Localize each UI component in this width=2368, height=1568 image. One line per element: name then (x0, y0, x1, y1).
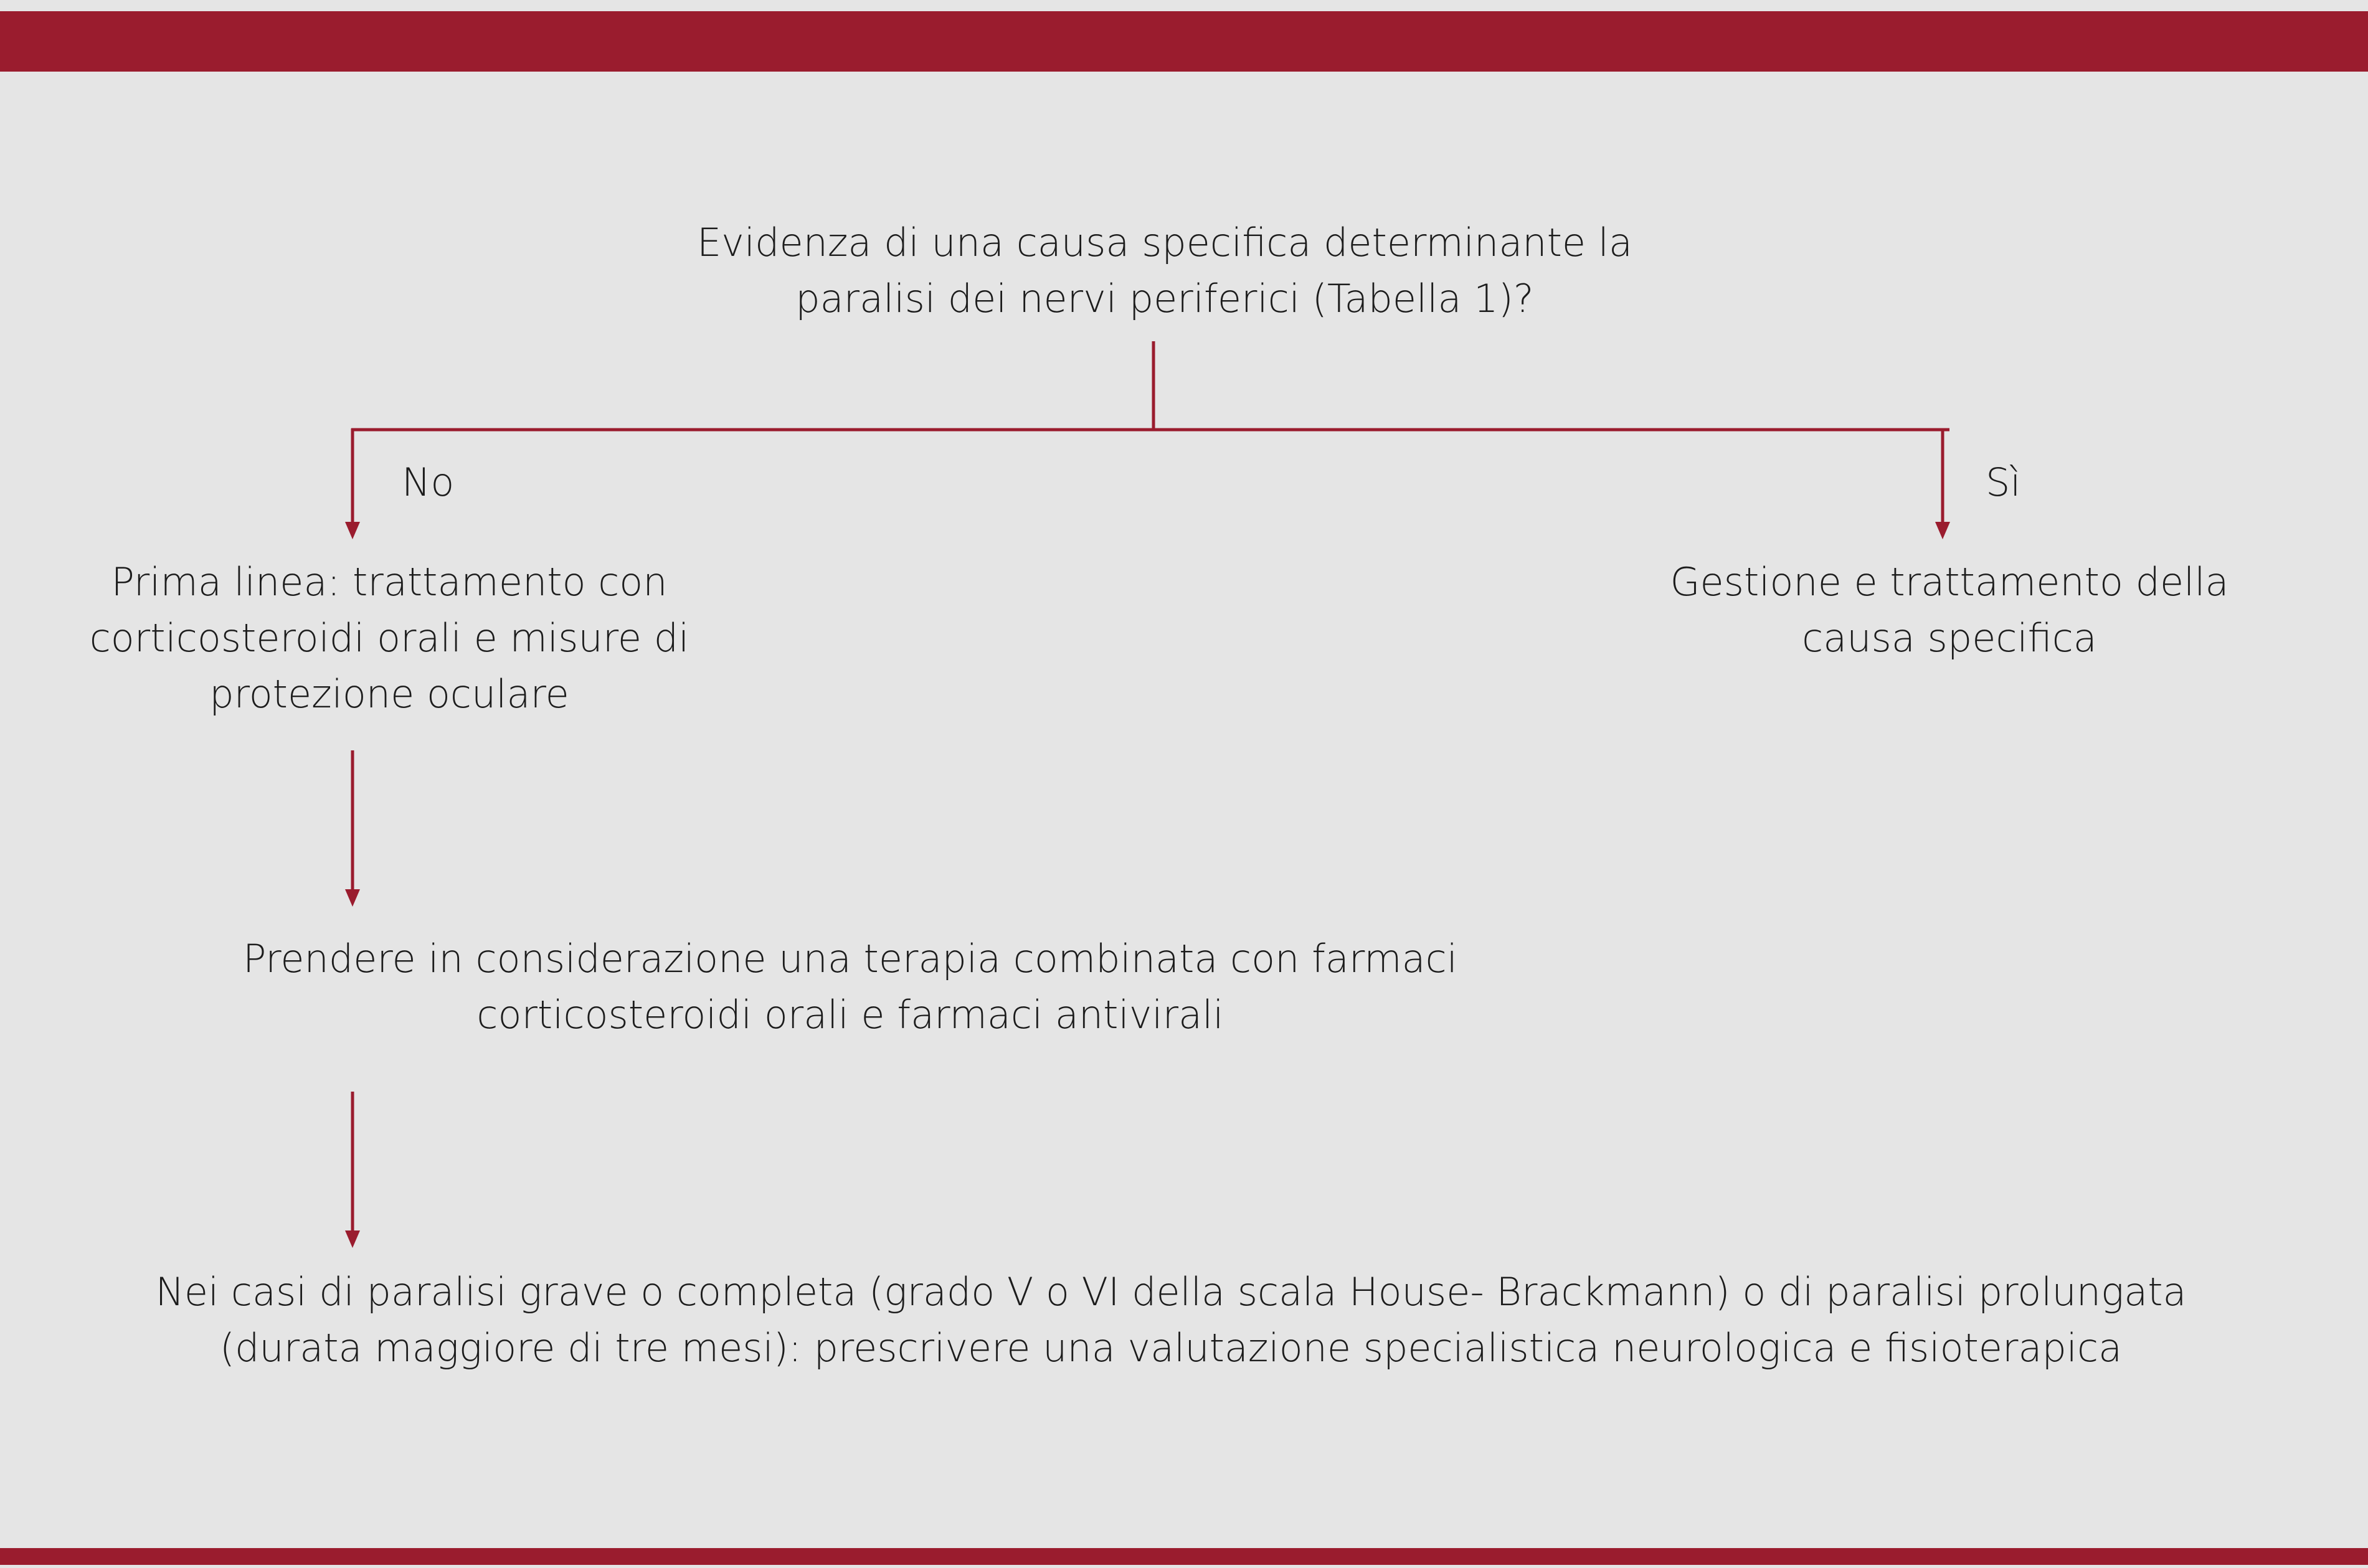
first-line-line-2: corticosteroidi orali e misure di (89, 615, 689, 661)
severe-cases-node (62, 1264, 2280, 1376)
first-to-combined-arrowhead (345, 889, 360, 907)
first-line-line-1: Prima linea: trattamento con (111, 559, 668, 605)
branch-no-label: No (402, 460, 455, 505)
first-line-line-3: protezione oculare (209, 671, 569, 717)
first-line-treatment-node (37, 554, 741, 722)
specific-cause-line-2: causa specifica (1802, 615, 2097, 661)
combined-therapy-line-2: corticosteroidi orali e farmaci antivirali (476, 992, 1224, 1037)
no-branch-arrowhead (345, 522, 360, 539)
specific-cause-node (1626, 554, 2273, 666)
question-line-1: Evidenza di una causa specifica determinante la (697, 220, 1632, 265)
question-node (654, 215, 1675, 327)
severe-cases-line-2: (durata maggiore di tre mesi): prescrivere una valutazione specialistica neurologica e fisioterapica (219, 1325, 2123, 1371)
combined-therapy-line-1: Prendere in considerazione una terapia combinata con farmaci (242, 936, 1457, 981)
question-line-2: paralisi dei nervi periferici (Tabella 1)? (795, 276, 1534, 321)
specific-cause-line-1: Gestione e trattamento della (1670, 559, 2229, 605)
yes-branch-arrowhead (1935, 522, 1950, 539)
combined-therapy-node (174, 931, 1526, 1043)
combined-to-severe-arrowhead (345, 1230, 360, 1248)
severe-cases-line-1: Nei casi di paralisi grave o completa (grado V o VI della scala House- Brackmann) o di paralisi prolungata (155, 1269, 2187, 1315)
branch-yes-label: Sì (1986, 460, 2021, 505)
